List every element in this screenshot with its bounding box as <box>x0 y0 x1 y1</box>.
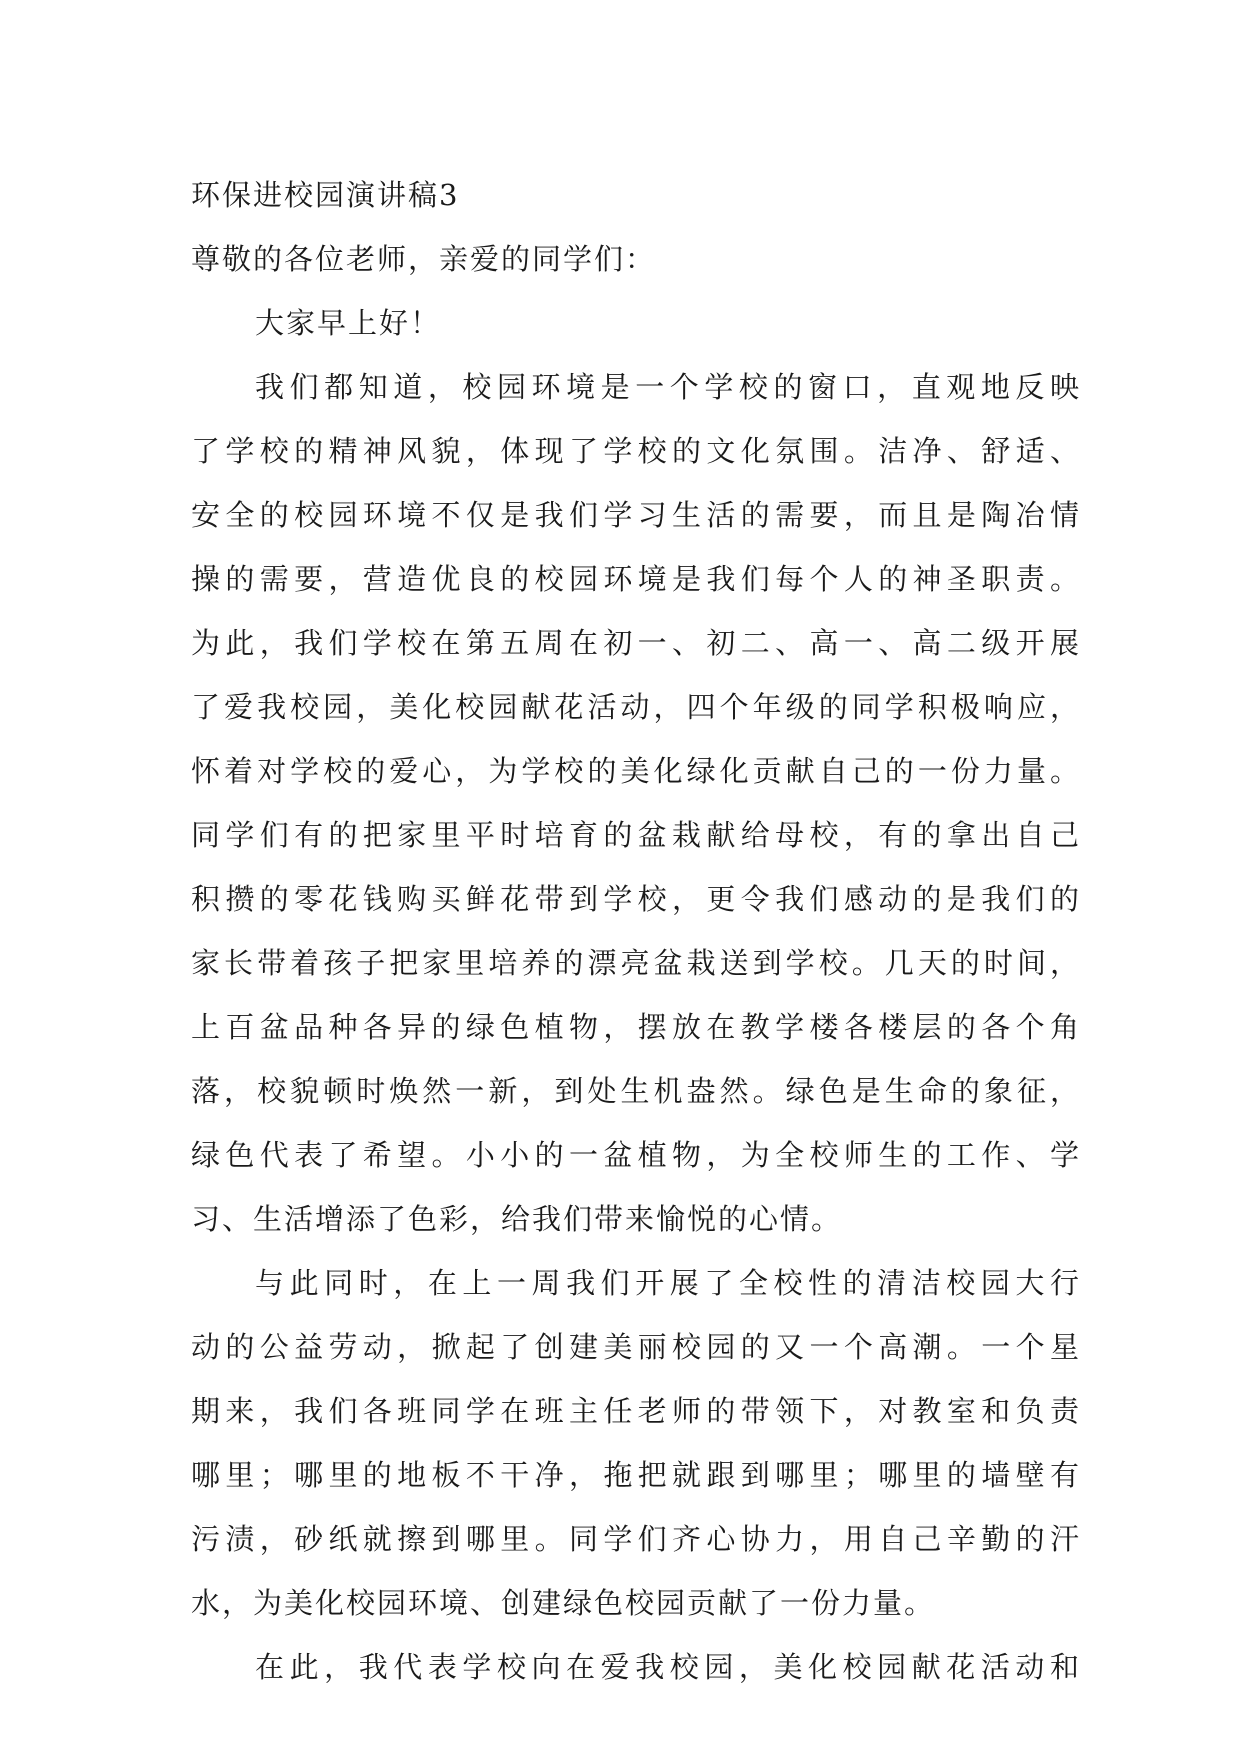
paragraph-line: 与此同时，在上一周我们开展了全校性的清洁校园大行 <box>255 1266 1081 1300</box>
document-body <box>191 163 1081 1699</box>
greeting: 大家早上好！ <box>255 306 442 340</box>
paragraph-3 <box>191 1635 1081 1699</box>
paragraph-line: 上百盆品种各异的绿色植物，摆放在教学楼各楼层的各个角 <box>191 1010 1081 1044</box>
paragraph-line: 绿色代表了希望。小小的一盆植物，为全校师生的工作、学 <box>191 1138 1081 1172</box>
paragraph-line: 水，为美化校园环境、创建绿色校园贡献了一份力量。 <box>191 1586 936 1620</box>
paragraph-line: 家长带着孩子把家里培养的漂亮盆栽送到学校。几天的时间， <box>191 946 1081 980</box>
paragraph-line: 积攒的零花钱购买鲜花带到学校，更令我们感动的是我们的 <box>191 882 1081 916</box>
paragraph-line: 落，校貌顿时焕然一新，到处生机盎然。绿色是生命的象征， <box>191 1074 1081 1108</box>
paragraph-line: 在此，我代表学校向在爱我校园，美化校园献花活动和 <box>255 1650 1081 1684</box>
document-title: 环保进校园演讲稿3 <box>191 178 460 212</box>
paragraph-line: 哪里；哪里的地板不干净，拖把就跟到哪里；哪里的墙壁有 <box>191 1458 1081 1492</box>
paragraph-2 <box>191 1251 1081 1635</box>
paragraph-1 <box>191 355 1081 1251</box>
paragraph-line: 习、生活增添了色彩，给我们带来愉悦的心情。 <box>191 1202 843 1236</box>
paragraph-line: 了爱我校园，美化校园献花活动，四个年级的同学积极响应， <box>191 690 1081 724</box>
paragraph-line: 操的需要，营造优良的校园环境是我们每个人的神圣职责。 <box>191 562 1081 596</box>
salutation: 尊敬的各位老师，亲爱的同学们： <box>191 242 657 276</box>
paragraph-line: 安全的校园环境不仅是我们学习生活的需要，而且是陶冶情 <box>191 498 1081 532</box>
paragraph-line: 了学校的精神风貌，体现了学校的文化氛围。洁净、舒适、 <box>191 434 1081 468</box>
paragraph-line: 怀着对学校的爱心，为学校的美化绿化贡献自己的一份力量。 <box>191 754 1081 788</box>
paragraph-line: 动的公益劳动，掀起了创建美丽校园的又一个高潮。一个星 <box>191 1330 1081 1364</box>
paragraph-line: 期来，我们各班同学在班主任老师的带领下，对教室和负责 <box>191 1394 1081 1428</box>
paragraph-line: 为此，我们学校在第五周在初一、初二、高一、高二级开展 <box>191 626 1081 660</box>
paragraph-line: 同学们有的把家里平时培育的盆栽献给母校，有的拿出自己 <box>191 818 1081 852</box>
paragraph-line: 污渍，砂纸就擦到哪里。同学们齐心协力，用自己辛勤的汗 <box>191 1522 1081 1556</box>
paragraph-line: 我们都知道，校园环境是一个学校的窗口，直观地反映 <box>255 370 1081 404</box>
